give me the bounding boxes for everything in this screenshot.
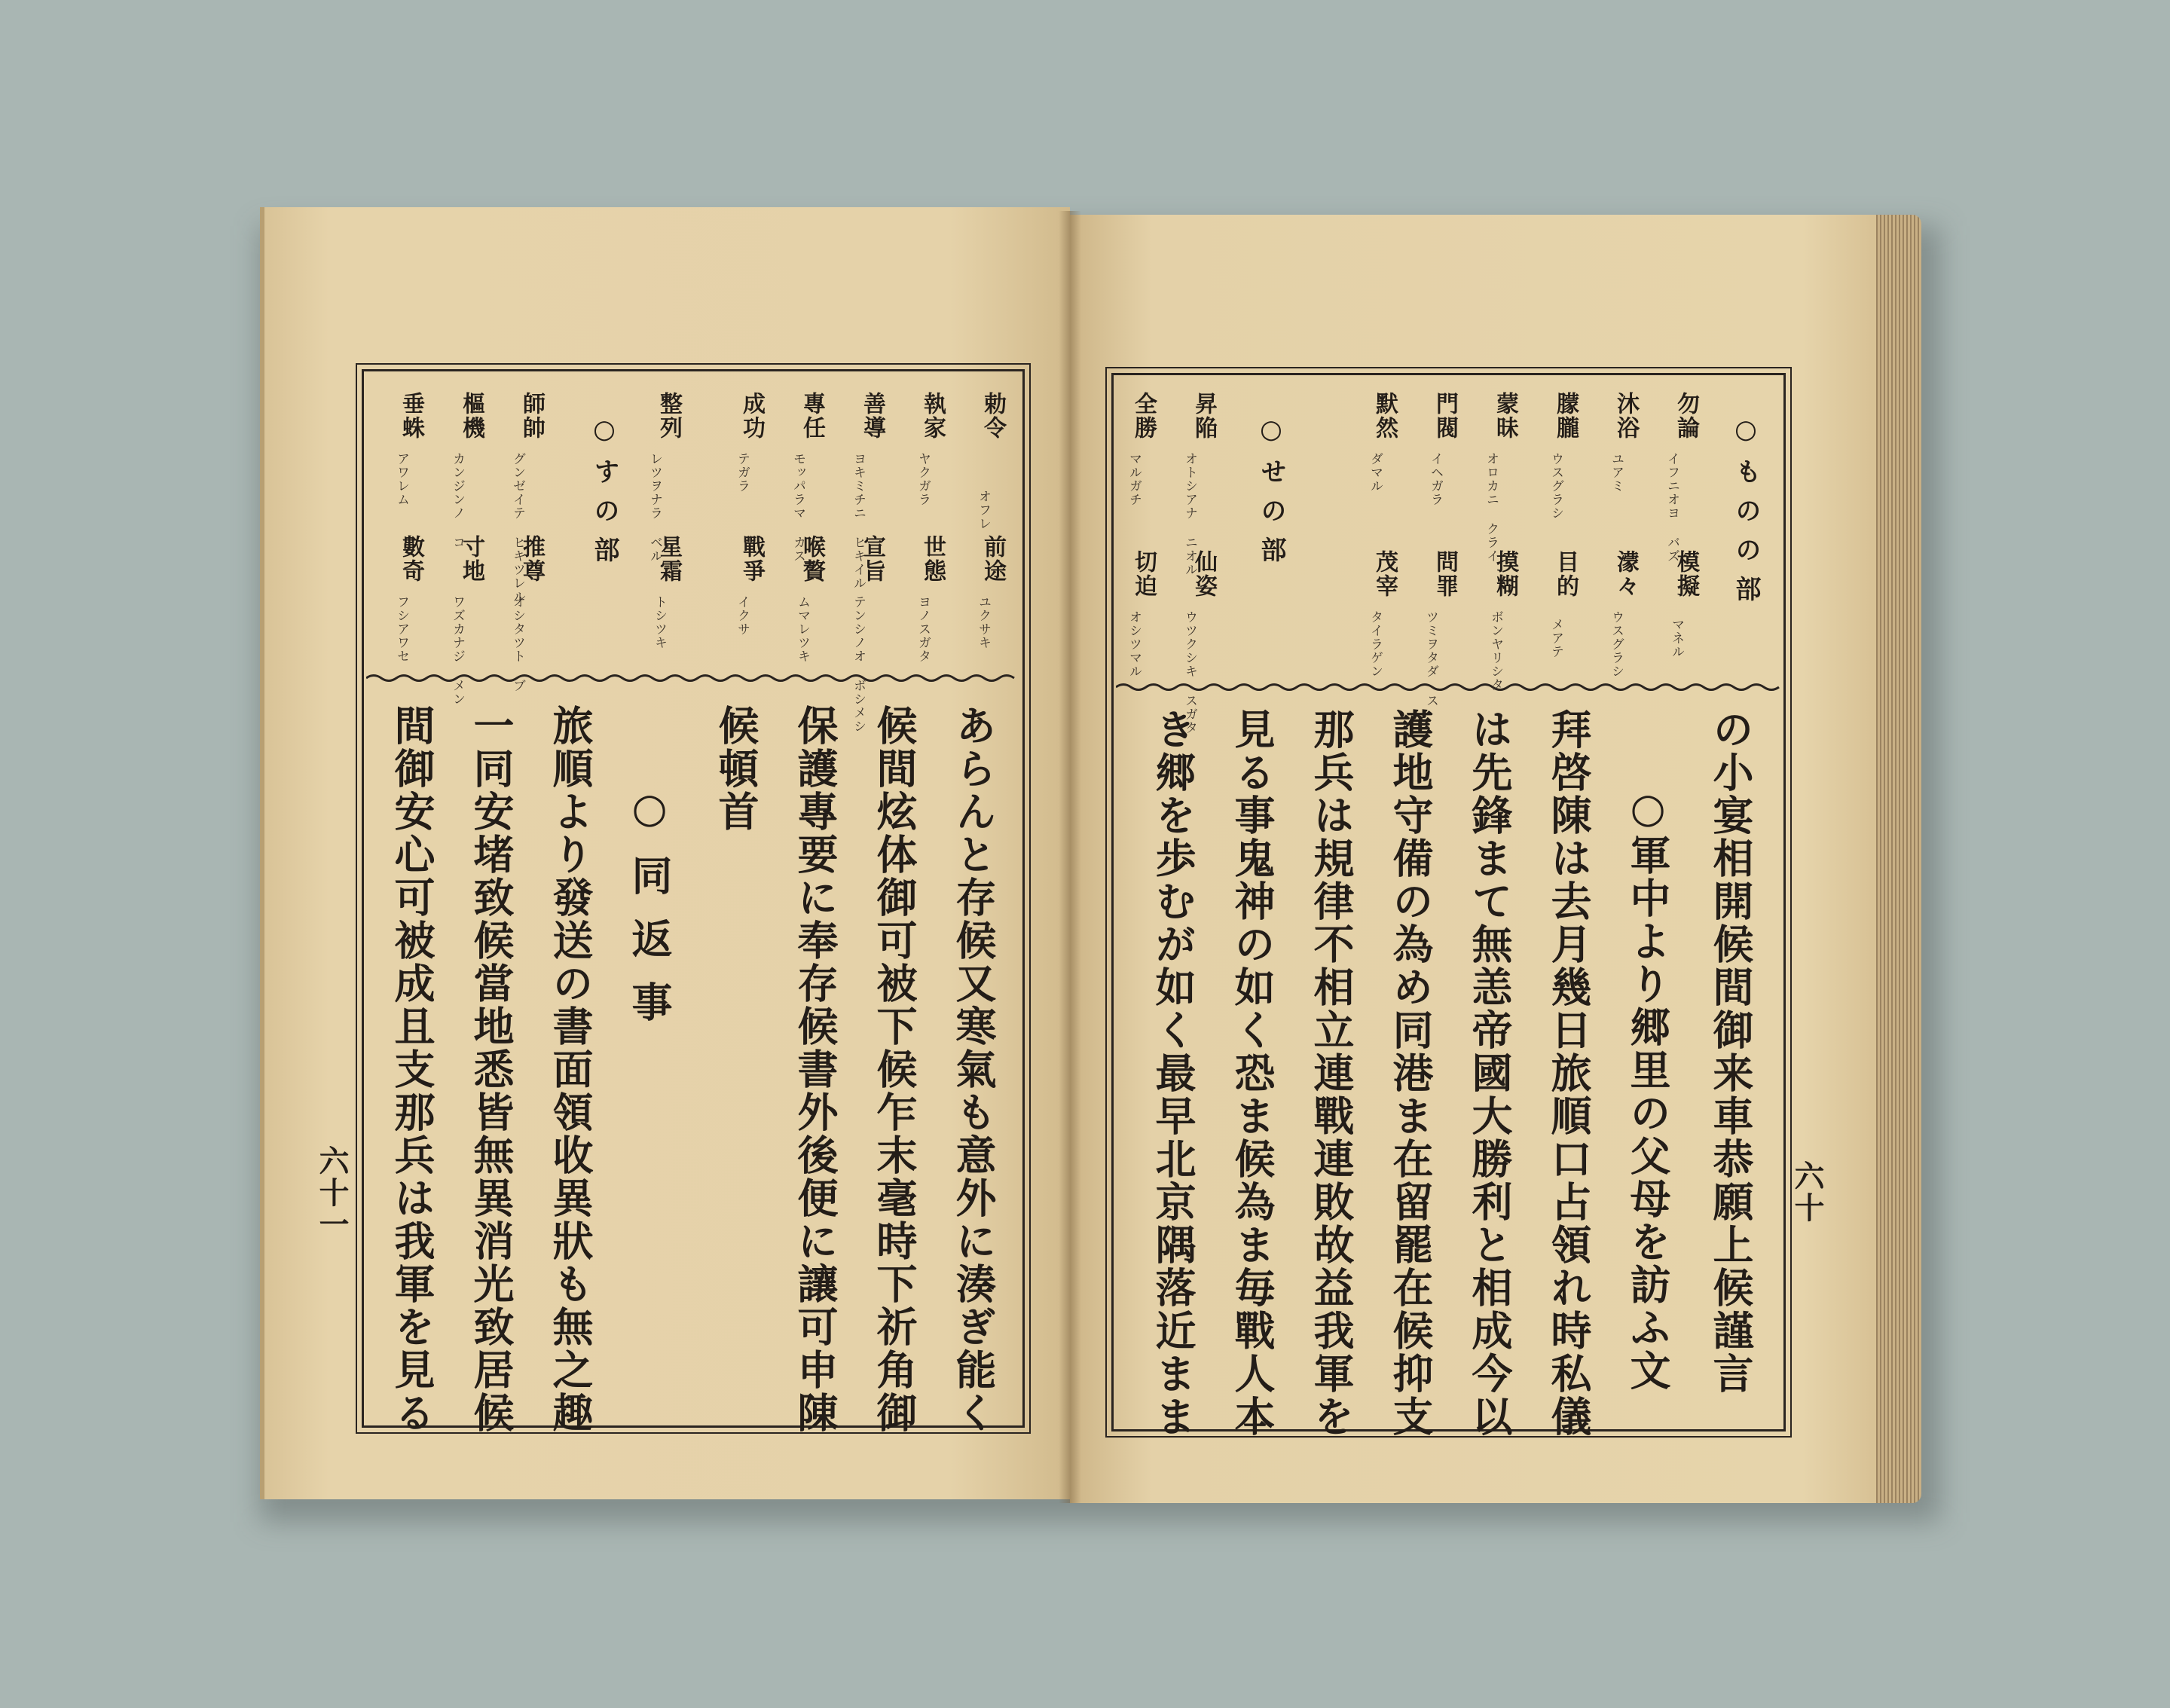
text-column-heading: ○同返事	[625, 784, 674, 1044]
glossary-word: 前途	[980, 535, 1006, 583]
glossary-gloss: レツヲナラ ベル	[647, 452, 662, 563]
text-column: 間御安心可被成且支那兵は我軍を見る	[388, 704, 436, 1435]
glossary-word: 朦朧	[1552, 392, 1579, 440]
page-edges	[1876, 215, 1921, 1503]
glossary-word: 切迫	[1130, 550, 1157, 598]
glossary-gloss: オトシアナ ニオル	[1182, 452, 1197, 576]
text-column: 候頓首	[712, 704, 760, 833]
glossary-word: 默然	[1371, 392, 1398, 440]
glossary-gloss: イフニオヨ バズ	[1664, 452, 1679, 563]
glossary-gloss: ウスグラシ	[1548, 452, 1563, 520]
right-wavy-divider	[1116, 682, 1781, 692]
glossary-gloss: アワレム	[394, 452, 409, 506]
book-gutter	[1059, 211, 1081, 1503]
glossary-gloss: ワズカナジ メン	[450, 595, 465, 706]
glossary-gloss: モッパラマ カス	[790, 452, 805, 563]
glossary-gloss: マネル	[1669, 618, 1684, 658]
glossary-word: 數奇	[398, 535, 424, 583]
glossary-word: 沐浴	[1612, 392, 1639, 440]
glossary-word: 模擬	[1673, 550, 1699, 598]
text-column: 護地守備の為め同港ま在留罷在候抑支	[1386, 708, 1435, 1438]
glossary-gloss: フシアワセ	[394, 595, 409, 663]
glossary-gloss: ヨノスガタ	[915, 595, 931, 663]
glossary-word: 整列	[656, 392, 682, 440]
text-column: 拜啓陳は去月幾日旅順口占領れ時私儀	[1545, 708, 1593, 1438]
glossary-word: 茂宰	[1371, 550, 1398, 598]
glossary-gloss: ウスグラシ	[1609, 610, 1624, 678]
glossary-gloss: グンゼイテ ヒキツレル	[510, 452, 525, 603]
page-number-left: 六十一	[314, 1145, 350, 1240]
text-column: あらんと存候又寒氣も意外に湊ぎ能く	[949, 704, 998, 1435]
glossary-word: 執家	[919, 392, 946, 440]
page-number-right: 六十	[1789, 1160, 1825, 1224]
glossary-word: 專任	[799, 392, 825, 440]
glossary-word: 師帥	[518, 392, 545, 440]
glossary-word: 垂蛛	[398, 392, 424, 440]
text-column: は先鋒まて無恙帝國大勝利と相成今以	[1466, 708, 1514, 1438]
glossary-word: 蒙昧	[1492, 392, 1518, 440]
right-page-frame	[1111, 373, 1786, 1431]
glossary-word: 世態	[919, 535, 946, 583]
glossary-gloss: カンジンノ コ	[450, 452, 465, 549]
text-column: き郷を歩むが如く最早北京隅落近まま	[1149, 708, 1197, 1438]
glossary-word: 目的	[1552, 550, 1579, 598]
glossary-gloss: ユクサキ	[976, 595, 991, 649]
glossary-word: 濛々	[1612, 550, 1639, 598]
glossary-word: 仙姿	[1190, 550, 1217, 598]
glossary-word: 勅令	[980, 392, 1006, 440]
text-column: 保護專要に奉存候書外後便に讓可申陳	[791, 704, 839, 1435]
glossary-gloss: ツミヲタダ ス	[1423, 610, 1438, 707]
glossary-gloss: オシタツト ブ	[510, 595, 525, 692]
glossary-word: 勿論	[1673, 392, 1699, 440]
glossary-gloss: オロカニ クライ	[1484, 452, 1499, 563]
text-column-heading: ○軍中より郷里の父母を訪ふ文	[1624, 784, 1672, 1392]
glossary-word: 寸地	[458, 535, 484, 583]
glossary-gloss: オシツマル	[1126, 610, 1142, 678]
glossary-word: 善導	[859, 392, 885, 440]
glossary-word: 成功	[738, 392, 765, 440]
text-column: 旅順より發送の書面領收異狀も無之趣	[546, 704, 594, 1435]
section-header-se: ○せの部	[1256, 414, 1286, 576]
glossary-word: 推尊	[518, 535, 545, 583]
glossary-word: 昇陥	[1190, 392, 1217, 440]
glossary-gloss: マルガチ	[1126, 452, 1142, 506]
glossary-word: 星霜	[656, 535, 682, 583]
text-column: 那兵は規律不相立連戰連敗故益我軍を	[1307, 708, 1355, 1438]
glossary-gloss: テンシノオ ボシメシ	[851, 595, 866, 733]
section-header-su: ○すの部	[589, 414, 619, 576]
glossary-gloss: オフレ	[976, 490, 991, 530]
glossary-gloss: ダマル	[1368, 452, 1383, 493]
glossary-word: 門閥	[1432, 392, 1458, 440]
glossary-gloss: ユアミ	[1609, 452, 1624, 493]
glossary-gloss: ムマレツキ	[795, 595, 810, 663]
glossary-word: 樞機	[458, 392, 484, 440]
glossary-word: 摸糊	[1492, 550, 1518, 598]
glossary-word: 戰爭	[738, 535, 765, 583]
glossary-gloss: イヘガラ	[1428, 452, 1443, 506]
glossary-word: 問罪	[1432, 550, 1458, 598]
text-column: 候間炫体御可被下候乍末毫時下祈角御	[870, 704, 918, 1435]
glossary-word: 喉贅	[799, 535, 825, 583]
glossary-gloss: ウツクシキ スガタ	[1182, 610, 1197, 735]
text-column: 見る事鬼神の如く恐ま候為ま毎戰人本	[1228, 708, 1276, 1438]
text-column: 一同安堵致候當地悉皆無異消光致居候	[467, 704, 515, 1435]
section-header-mo: ○ものの部	[1731, 414, 1761, 615]
glossary-gloss: メアテ	[1548, 618, 1563, 658]
glossary-word: 宣旨	[859, 535, 885, 583]
glossary-gloss: イクサ	[735, 595, 750, 636]
glossary-gloss: ヤクガラ	[915, 452, 931, 506]
glossary-gloss: ヨキミチニ ヒキイル	[851, 452, 866, 590]
glossary-gloss: タイラゲン	[1368, 610, 1383, 678]
glossary-gloss: テガラ	[735, 452, 750, 493]
text-column: の小宴相開候間御来車恭願上候謹言	[1707, 708, 1755, 1395]
glossary-gloss: ボンヤリシタ	[1488, 610, 1503, 692]
glossary-word: 全勝	[1130, 392, 1157, 440]
glossary-gloss: トシツキ	[652, 595, 667, 649]
